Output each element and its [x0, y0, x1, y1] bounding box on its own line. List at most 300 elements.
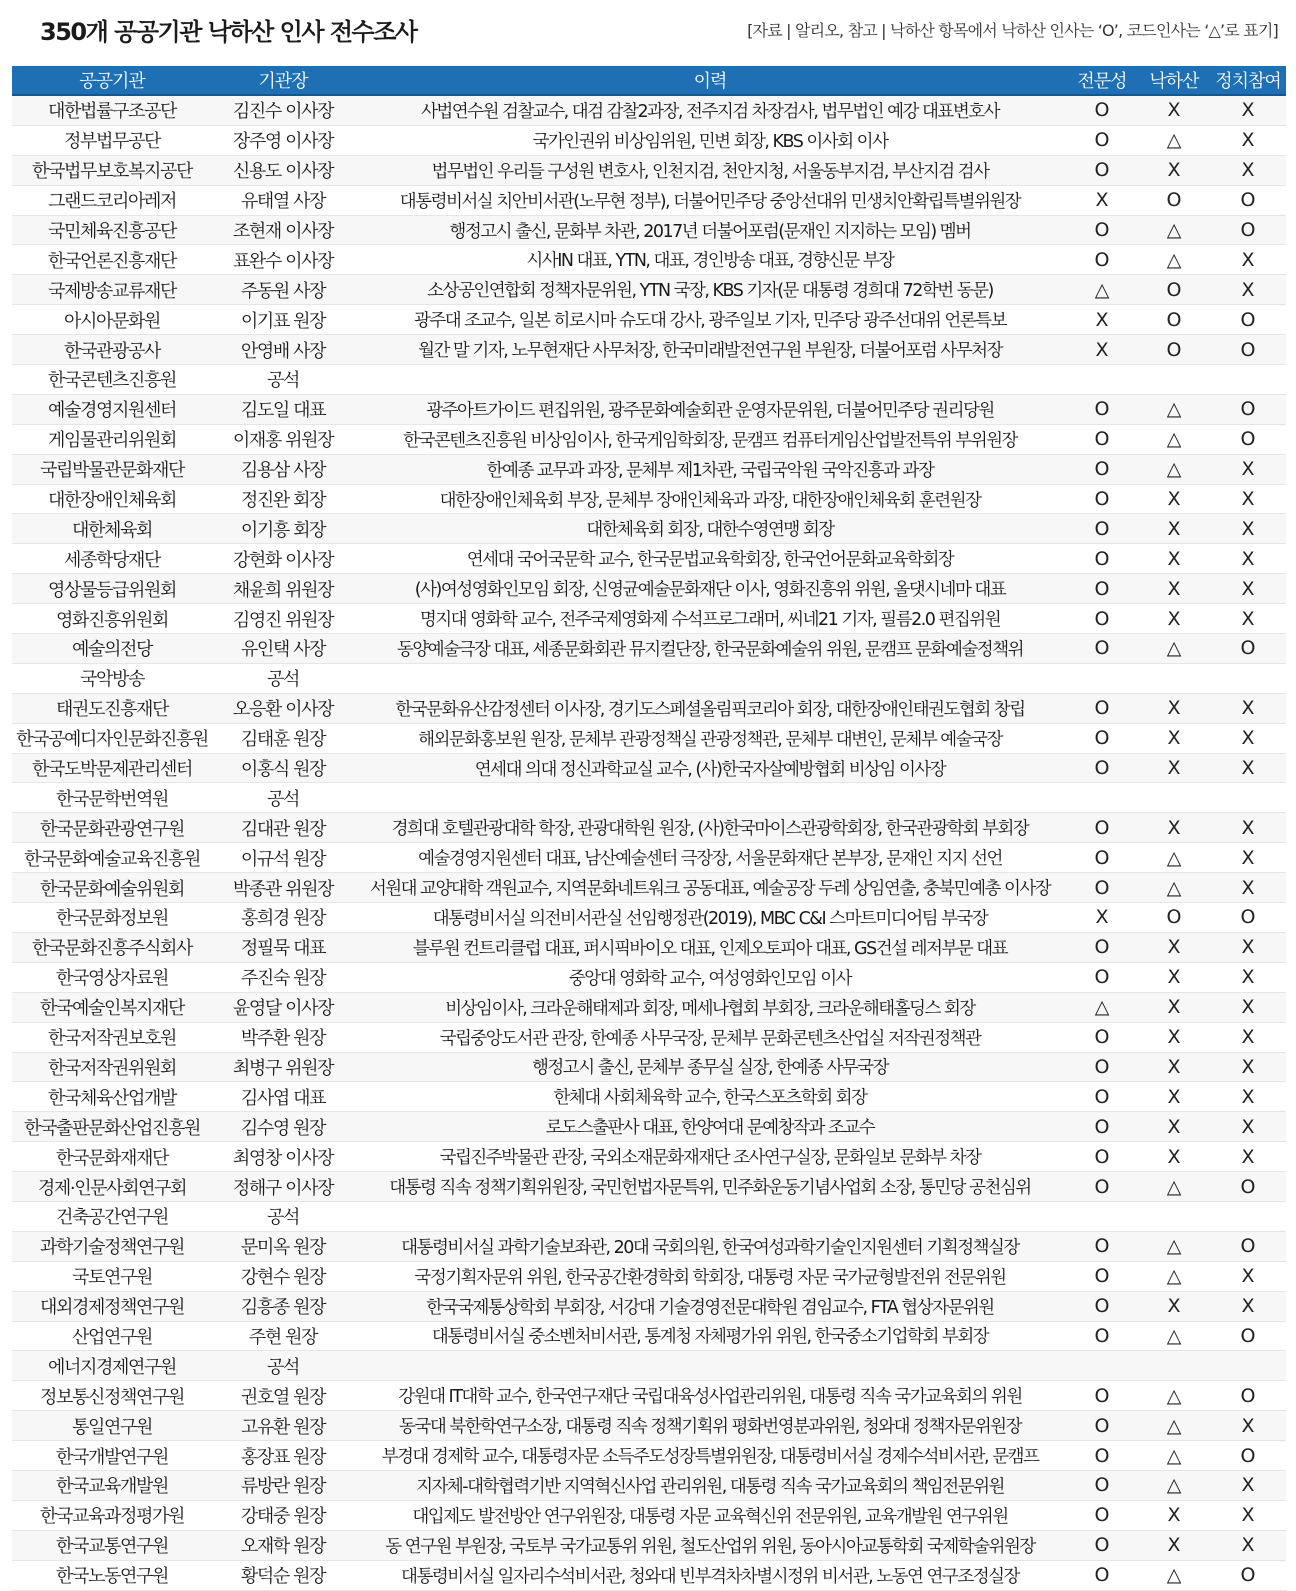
- head-cell: 홍장표 원장: [212, 1441, 354, 1471]
- column-header-political: 정치참여: [1210, 66, 1286, 95]
- political-cell: X: [1210, 693, 1286, 723]
- institution-cell: 그랜드코리아레저: [12, 185, 212, 215]
- table-row: [12, 813, 1286, 843]
- institution-cell: 한국언론진흥재단: [12, 245, 212, 275]
- political-cell: O: [1210, 424, 1286, 454]
- expertise-cell: [1066, 663, 1138, 693]
- political-cell: O: [1210, 1560, 1286, 1590]
- parachute-cell: △: [1138, 125, 1210, 155]
- parachute-cell: X: [1138, 484, 1210, 514]
- career-cell: [354, 1351, 1066, 1381]
- head-cell: 최영창 이사장: [212, 1142, 354, 1172]
- head-cell: 이홍식 원장: [212, 753, 354, 783]
- table-row: [12, 1321, 1286, 1351]
- expertise-cell: X: [1066, 335, 1138, 365]
- political-cell: X: [1210, 155, 1286, 185]
- parachute-cell: △: [1138, 843, 1210, 873]
- political-cell: [1210, 663, 1286, 693]
- career-cell: 행정고시 출신, 문체부 종무실 실장, 한예종 사무국장: [354, 1052, 1066, 1082]
- table-header-row: [12, 66, 1286, 95]
- career-cell: [354, 1201, 1066, 1231]
- career-cell: 소상공인연합회 정책자문위원, YTN 국장, KBS 기자(문 대통령 경희대 72학번 동문): [354, 275, 1066, 305]
- institution-cell: 영화진흥위원회: [12, 604, 212, 634]
- head-cell: 박종관 위원장: [212, 873, 354, 903]
- table-row: [12, 1201, 1286, 1231]
- expertise-cell: O: [1066, 1411, 1138, 1441]
- expertise-cell: O: [1066, 155, 1138, 185]
- parachute-cell: X: [1138, 1530, 1210, 1560]
- institution-cell: 한국문화정보원: [12, 903, 212, 933]
- parachute-cell: X: [1138, 753, 1210, 783]
- career-cell: 대통령비서실 과학기술보좌관, 20대 국회의원, 한국여성과학기술인지원센터 기획정책실장: [354, 1231, 1066, 1261]
- parachute-cell: X: [1138, 155, 1210, 185]
- table-row: [12, 1172, 1286, 1202]
- parachute-cell: △: [1138, 1470, 1210, 1500]
- head-cell: 강태중 원장: [212, 1500, 354, 1530]
- political-cell: X: [1210, 1082, 1286, 1112]
- parachute-cell: [1138, 783, 1210, 813]
- career-cell: 국가인권위 비상임위원, 민변 회장, KBS 이사회 이사: [354, 125, 1066, 155]
- career-cell: 한예종 교무과 과장, 문체부 제1차관, 국립국악원 국악진흥과 과장: [354, 454, 1066, 484]
- career-cell: [354, 365, 1066, 395]
- political-cell: [1210, 1351, 1286, 1381]
- table-row: [12, 95, 1286, 125]
- head-cell: 황덕순 원장: [212, 1560, 354, 1590]
- expertise-cell: O: [1066, 125, 1138, 155]
- head-cell: 주동원 사장: [212, 275, 354, 305]
- head-cell: 이재홍 위원장: [212, 424, 354, 454]
- political-cell: O: [1210, 903, 1286, 933]
- expertise-cell: O: [1066, 1052, 1138, 1082]
- expertise-cell: O: [1066, 544, 1138, 574]
- parachute-cell: X: [1138, 1082, 1210, 1112]
- institution-cell: 한국문화관광연구원: [12, 813, 212, 843]
- career-cell: 광주아트가이드 편집위원, 광주문화예술회관 운영자문위원, 더불어민주당 권리당원: [354, 394, 1066, 424]
- political-cell: X: [1210, 544, 1286, 574]
- political-cell: X: [1210, 932, 1286, 962]
- expertise-cell: X: [1066, 185, 1138, 215]
- parachute-cell: △: [1138, 1411, 1210, 1441]
- institution-cell: 한국문학번역원: [12, 783, 212, 813]
- table-row: [12, 1112, 1286, 1142]
- head-cell: 고유환 원장: [212, 1411, 354, 1441]
- parachute-cell: △: [1138, 1261, 1210, 1291]
- career-cell: 시사IN 대표, YTN, 대표, 경인방송 대표, 경향신문 부장: [354, 245, 1066, 275]
- career-cell: [354, 663, 1066, 693]
- parachute-cell: △: [1138, 1231, 1210, 1261]
- table-row: [12, 574, 1286, 604]
- parachute-cell: X: [1138, 95, 1210, 125]
- expertise-cell: O: [1066, 1082, 1138, 1112]
- parachute-cell: X: [1138, 992, 1210, 1022]
- career-cell: 서원대 교양대학 객원교수, 지역문화네트워크 공동대표, 예술공장 두레 상임연출, 충북민예총 이사장: [354, 873, 1066, 903]
- parachute-cell: O: [1138, 335, 1210, 365]
- parachute-cell: O: [1138, 275, 1210, 305]
- expertise-cell: [1066, 1201, 1138, 1231]
- political-cell: O: [1210, 1231, 1286, 1261]
- expertise-cell: [1066, 1351, 1138, 1381]
- political-cell: X: [1210, 753, 1286, 783]
- institution-cell: 대한장애인체육회: [12, 484, 212, 514]
- parachute-cell: △: [1138, 215, 1210, 245]
- table-row: [12, 335, 1286, 365]
- political-cell: X: [1210, 1142, 1286, 1172]
- head-cell: 류방란 원장: [212, 1470, 354, 1500]
- institution-cell: 영상물등급위원회: [12, 574, 212, 604]
- table-row: [12, 245, 1286, 275]
- expertise-cell: O: [1066, 1530, 1138, 1560]
- table-row: [12, 1142, 1286, 1172]
- table-row: [12, 185, 1286, 215]
- career-cell: 동양예술극장 대표, 세종문화회관 뮤지컬단장, 한국문화예술위 위원, 문캠프 문화예술정책위: [354, 634, 1066, 664]
- parachute-cell: X: [1138, 813, 1210, 843]
- head-cell: 안영배 사장: [212, 335, 354, 365]
- parachute-cell: △: [1138, 454, 1210, 484]
- career-cell: 해외문화홍보원 원장, 문체부 관광정책실 관광정책관, 문체부 대변인, 문체부 예술국장: [354, 723, 1066, 753]
- political-cell: X: [1210, 245, 1286, 275]
- table-row: [12, 1231, 1286, 1261]
- institution-cell: 한국개발연구원: [12, 1441, 212, 1471]
- political-cell: O: [1210, 215, 1286, 245]
- expertise-cell: O: [1066, 424, 1138, 454]
- political-cell: X: [1210, 1291, 1286, 1321]
- head-cell: 이규석 원장: [212, 843, 354, 873]
- parachute-cell: X: [1138, 1500, 1210, 1530]
- career-cell: 중앙대 영화학 교수, 여성영화인모임 이사: [354, 962, 1066, 992]
- source-note: [자료 | 알리오, 참고 | 낙하산 항목에서 낙하산 인사는 ‘O’, 코드인사는 ‘△’로 표기]: [747, 21, 1278, 40]
- career-cell: (사)여성영화인모임 회장, 신영균예술문화재단 이사, 영화진흥위 위원, 올댓시네마 대표: [354, 574, 1066, 604]
- expertise-cell: O: [1066, 514, 1138, 544]
- expertise-cell: O: [1066, 1261, 1138, 1291]
- expertise-cell: O: [1066, 245, 1138, 275]
- political-cell: [1210, 1201, 1286, 1231]
- parachute-cell: △: [1138, 1172, 1210, 1202]
- expertise-cell: O: [1066, 634, 1138, 664]
- head-cell: 공석: [212, 663, 354, 693]
- expertise-cell: O: [1066, 1500, 1138, 1530]
- career-cell: 비상임이사, 크라운해태제과 회장, 메세나협회 부회장, 크라운해태홀딩스 회장: [354, 992, 1066, 1022]
- institution-cell: 산업연구원: [12, 1321, 212, 1351]
- expertise-cell: [1066, 783, 1138, 813]
- career-cell: 국정기획자문위 위원, 한국공간환경학회 학회장, 대통령 자문 국가균형발전위 전문위원: [354, 1261, 1066, 1291]
- head-cell: 조현재 이사장: [212, 215, 354, 245]
- expertise-cell: [1066, 365, 1138, 395]
- table-row: [12, 1441, 1286, 1471]
- head-cell: 신용도 이사장: [212, 155, 354, 185]
- parachute-cell: X: [1138, 574, 1210, 604]
- career-cell: 명지대 영화학 교수, 전주국제영화제 수석프로그래머, 씨네21 기자, 필름2.0 편집위원: [354, 604, 1066, 634]
- expertise-cell: △: [1066, 992, 1138, 1022]
- head-cell: 공석: [212, 1201, 354, 1231]
- political-cell: O: [1210, 1172, 1286, 1202]
- table-row: [12, 1052, 1286, 1082]
- institution-cell: 에너지경제연구원: [12, 1351, 212, 1381]
- column-header-head: 기관장: [212, 66, 354, 95]
- career-cell: 블루원 컨트리클럽 대표, 퍼시픽바이오 대표, 인제오토피아 대표, GS건설 레저부문 대표: [354, 932, 1066, 962]
- expertise-cell: O: [1066, 753, 1138, 783]
- career-cell: 대한장애인체육회 부장, 문체부 장애인체육과 과장, 대한장애인체육회 훈련원장: [354, 484, 1066, 514]
- institution-cell: 한국교육과정평가원: [12, 1500, 212, 1530]
- column-header-career: 이력: [354, 66, 1066, 95]
- institution-cell: 세종학당재단: [12, 544, 212, 574]
- table-row: [12, 634, 1286, 664]
- expertise-cell: O: [1066, 484, 1138, 514]
- political-cell: [1210, 365, 1286, 395]
- institution-cell: 대외경제정책연구원: [12, 1291, 212, 1321]
- career-cell: 예술경영지원센터 대표, 남산예술센터 극장장, 서울문화재단 본부장, 문재인 지지 선언: [354, 843, 1066, 873]
- table-row: [12, 932, 1286, 962]
- political-cell: [1210, 783, 1286, 813]
- institution-cell: 대한체육회: [12, 514, 212, 544]
- head-cell: 유태열 사장: [212, 185, 354, 215]
- parachute-cell: O: [1138, 185, 1210, 215]
- table-row: [12, 903, 1286, 933]
- head-cell: 문미옥 원장: [212, 1231, 354, 1261]
- head-cell: 주진숙 원장: [212, 962, 354, 992]
- institution-cell: 정부법무공단: [12, 125, 212, 155]
- political-cell: X: [1210, 484, 1286, 514]
- table-row: [12, 365, 1286, 395]
- head-cell: 윤영달 이사장: [212, 992, 354, 1022]
- institution-cell: 대한법률구조공단: [12, 95, 212, 125]
- institution-cell: 한국교육개발원: [12, 1470, 212, 1500]
- institution-cell: 한국법무보호복지공단: [12, 155, 212, 185]
- career-cell: 한국국제통상학회 부회장, 서강대 기술경영전문대학원 겸임교수, FTA 협상자문위원: [354, 1291, 1066, 1321]
- parachute-cell: [1138, 663, 1210, 693]
- table-row: [12, 753, 1286, 783]
- expertise-cell: O: [1066, 932, 1138, 962]
- political-cell: X: [1210, 275, 1286, 305]
- head-cell: 오응환 이사장: [212, 693, 354, 723]
- expertise-cell: O: [1066, 1231, 1138, 1261]
- parachute-cell: [1138, 1201, 1210, 1231]
- parachute-cell: X: [1138, 723, 1210, 753]
- parachute-cell: △: [1138, 424, 1210, 454]
- institution-cell: 한국노동연구원: [12, 1560, 212, 1590]
- parachute-cell: X: [1138, 604, 1210, 634]
- parachute-cell: X: [1138, 1112, 1210, 1142]
- expertise-cell: O: [1066, 1172, 1138, 1202]
- institution-cell: 한국출판문화산업진흥원: [12, 1112, 212, 1142]
- institution-cell: 태권도진흥재단: [12, 693, 212, 723]
- table-row: [12, 873, 1286, 903]
- expertise-cell: O: [1066, 394, 1138, 424]
- institution-cell: 국립박물관문화재단: [12, 454, 212, 484]
- political-cell: X: [1210, 1052, 1286, 1082]
- political-cell: O: [1210, 185, 1286, 215]
- table-row: [12, 1411, 1286, 1441]
- political-cell: O: [1210, 1441, 1286, 1471]
- expertise-cell: O: [1066, 723, 1138, 753]
- career-cell: 대통령비서실 중소벤처비서관, 통계청 자체평가위 위원, 한국중소기업학회 부회장: [354, 1321, 1066, 1351]
- institution-cell: 예술의전당: [12, 634, 212, 664]
- career-cell: 로도스출판사 대표, 한양여대 문예창작과 조교수: [354, 1112, 1066, 1142]
- institution-cell: 정보통신정책연구원: [12, 1381, 212, 1411]
- career-cell: 대입제도 발전방안 연구위원장, 대통령 자문 교육혁신위 전문위원, 교육개발원 연구위원: [354, 1500, 1066, 1530]
- head-cell: 장주영 이사장: [212, 125, 354, 155]
- expertise-cell: O: [1066, 1560, 1138, 1590]
- parachute-cell: X: [1138, 932, 1210, 962]
- career-cell: 동 연구원 부원장, 국토부 국가교통위 위원, 철도산업위 위원, 동아시아교통학회 국제학술위원장: [354, 1530, 1066, 1560]
- institution-cell: 한국문화예술위원회: [12, 873, 212, 903]
- head-cell: 정필묵 대표: [212, 932, 354, 962]
- institution-cell: 국제방송교류재단: [12, 275, 212, 305]
- expertise-cell: O: [1066, 962, 1138, 992]
- table-row: [12, 663, 1286, 693]
- head-cell: 주현 원장: [212, 1321, 354, 1351]
- table-row: [12, 783, 1286, 813]
- table-row: [12, 693, 1286, 723]
- parachute-cell: X: [1138, 514, 1210, 544]
- expertise-cell: O: [1066, 1142, 1138, 1172]
- parachute-cell: X: [1138, 544, 1210, 574]
- career-cell: 국립진주박물관 관장, 국외소재문화재재단 조사연구실장, 문화일보 문화부 차장: [354, 1142, 1066, 1172]
- parachute-cell: [1138, 365, 1210, 395]
- political-cell: X: [1210, 723, 1286, 753]
- political-cell: X: [1210, 873, 1286, 903]
- institution-cell: 한국문화예술교육진흥원: [12, 843, 212, 873]
- political-cell: O: [1210, 634, 1286, 664]
- career-cell: 경희대 호텔관광대학 학장, 관광대학원 원장, (사)한국마이스관광학회장, 한국관광학회 부회장: [354, 813, 1066, 843]
- head-cell: 김수영 원장: [212, 1112, 354, 1142]
- expertise-cell: O: [1066, 1291, 1138, 1321]
- head-cell: 김도일 대표: [212, 394, 354, 424]
- political-cell: X: [1210, 1261, 1286, 1291]
- expertise-cell: O: [1066, 95, 1138, 125]
- career-cell: 광주대 조교수, 일본 히로시마 슈도대 강사, 광주일보 기자, 민주당 광주선대위 언론특보: [354, 305, 1066, 335]
- head-cell: 공석: [212, 783, 354, 813]
- table-row: [12, 1351, 1286, 1381]
- table-row: [12, 1560, 1286, 1590]
- expertise-cell: O: [1066, 1441, 1138, 1471]
- head-cell: 이기흥 회장: [212, 514, 354, 544]
- institution-cell: 통일연구원: [12, 1411, 212, 1441]
- parachute-cell: X: [1138, 1291, 1210, 1321]
- political-cell: O: [1210, 335, 1286, 365]
- political-cell: X: [1210, 843, 1286, 873]
- institution-cell: 건축공간연구원: [12, 1201, 212, 1231]
- political-cell: X: [1210, 813, 1286, 843]
- political-cell: X: [1210, 1112, 1286, 1142]
- institution-cell: 국악방송: [12, 663, 212, 693]
- table-row: [12, 992, 1286, 1022]
- expertise-cell: X: [1066, 903, 1138, 933]
- career-cell: 월간 말 기자, 노무현재단 사무처장, 한국미래발전연구원 부원장, 더불어포럼 사무처장: [354, 335, 1066, 365]
- head-cell: 오재학 원장: [212, 1530, 354, 1560]
- table-row: [12, 1082, 1286, 1112]
- table-row: [12, 1022, 1286, 1052]
- table-row: [12, 544, 1286, 574]
- expertise-cell: O: [1066, 574, 1138, 604]
- career-cell: 대한체육회 회장, 대한수영연맹 회장: [354, 514, 1066, 544]
- political-cell: O: [1210, 305, 1286, 335]
- career-cell: 강원대 IT대학 교수, 한국연구재단 국립대육성사업관리위원, 대통령 직속 국가교육회의 위원: [354, 1381, 1066, 1411]
- career-cell: 대통령 직속 정책기획위원장, 국민헌법자문특위, 민주화운동기념사업회 소장, 통민당 공천심위: [354, 1172, 1066, 1202]
- political-cell: X: [1210, 454, 1286, 484]
- parachute-cell: △: [1138, 394, 1210, 424]
- political-cell: X: [1210, 1022, 1286, 1052]
- head-cell: 이기표 원장: [212, 305, 354, 335]
- career-cell: 부경대 경제학 교수, 대통령자문 소득주도성장특별위원장, 대통령비서실 경제수석비서관, 문캠프: [354, 1441, 1066, 1471]
- institution-cell: 한국콘텐츠진흥원: [12, 365, 212, 395]
- expertise-cell: O: [1066, 843, 1138, 873]
- institution-cell: 한국저작권위원회: [12, 1052, 212, 1082]
- career-cell: [354, 783, 1066, 813]
- parachute-cell: △: [1138, 634, 1210, 664]
- expertise-cell: △: [1066, 275, 1138, 305]
- parachute-cell: O: [1138, 305, 1210, 335]
- table-body: [12, 95, 1286, 1590]
- head-cell: 박주환 원장: [212, 1022, 354, 1052]
- parachute-cell: △: [1138, 245, 1210, 275]
- head-cell: 김용삼 사장: [212, 454, 354, 484]
- table-row: [12, 424, 1286, 454]
- political-cell: X: [1210, 604, 1286, 634]
- head-cell: 홍희경 원장: [212, 903, 354, 933]
- career-cell: 국립중앙도서관 관장, 한예종 사무국장, 문체부 문화콘텐츠산업실 저작권정책관: [354, 1022, 1066, 1052]
- head-cell: 정해구 이사장: [212, 1172, 354, 1202]
- table-row: [12, 155, 1286, 185]
- institution-cell: 한국문화진흥주식회사: [12, 932, 212, 962]
- parachute-cell: △: [1138, 1441, 1210, 1471]
- institution-cell: 한국도박문제관리센터: [12, 753, 212, 783]
- career-cell: 한국문화유산감정센터 이사장, 경기도스페셜올림픽코리아 회장, 대한장애인태권도협회 창립: [354, 693, 1066, 723]
- table-row: [12, 275, 1286, 305]
- parachute-cell: X: [1138, 693, 1210, 723]
- table-row: [12, 1500, 1286, 1530]
- political-cell: X: [1210, 125, 1286, 155]
- parachute-cell: [1138, 1351, 1210, 1381]
- career-cell: 연세대 국어국문학 교수, 한국문법교육학회장, 한국언어문화교육학회장: [354, 544, 1066, 574]
- institution-cell: 한국관광공사: [12, 335, 212, 365]
- expertise-cell: O: [1066, 454, 1138, 484]
- institution-cell: 게임물관리위원회: [12, 424, 212, 454]
- head-cell: 김사엽 대표: [212, 1082, 354, 1112]
- institution-cell: 과학기술정책연구원: [12, 1231, 212, 1261]
- institution-cell: 한국영상자료원: [12, 962, 212, 992]
- table-row: [12, 215, 1286, 245]
- expertise-cell: O: [1066, 813, 1138, 843]
- head-cell: 최병구 위원장: [212, 1052, 354, 1082]
- table-row: [12, 305, 1286, 335]
- expertise-cell: X: [1066, 305, 1138, 335]
- political-cell: X: [1210, 1500, 1286, 1530]
- table-row: [12, 1530, 1286, 1560]
- table-row: [12, 962, 1286, 992]
- parachute-cell: X: [1138, 1022, 1210, 1052]
- table-row: [12, 604, 1286, 634]
- expertise-cell: O: [1066, 215, 1138, 245]
- institution-cell: 한국문화재재단: [12, 1142, 212, 1172]
- head-cell: 김대관 원장: [212, 813, 354, 843]
- career-cell: 한국콘텐츠진흥원 비상임이사, 한국게임학회장, 문캠프 컴퓨터게임산업발전특위 부위원장: [354, 424, 1066, 454]
- parachute-cell: X: [1138, 962, 1210, 992]
- table-row: [12, 723, 1286, 753]
- expertise-cell: O: [1066, 693, 1138, 723]
- institution-cell: 한국예술인복지재단: [12, 992, 212, 1022]
- career-cell: 행정고시 출신, 문화부 차관, 2017년 더불어포럼(문재인 지지하는 모임) 멤버: [354, 215, 1066, 245]
- career-cell: 연세대 의대 정신과학교실 교수, (사)한국자살예방협회 비상임 이사장: [354, 753, 1066, 783]
- political-cell: X: [1210, 1530, 1286, 1560]
- institution-cell: 경제·인문사회연구회: [12, 1172, 212, 1202]
- expertise-cell: O: [1066, 1321, 1138, 1351]
- career-cell: 법무법인 우리들 구성원 변호사, 인천지검, 천안지청, 서울동부지검, 부산지검 검사: [354, 155, 1066, 185]
- institution-cell: 한국교통연구원: [12, 1530, 212, 1560]
- political-cell: X: [1210, 962, 1286, 992]
- political-cell: X: [1210, 992, 1286, 1022]
- political-cell: X: [1210, 514, 1286, 544]
- parachute-cell: △: [1138, 873, 1210, 903]
